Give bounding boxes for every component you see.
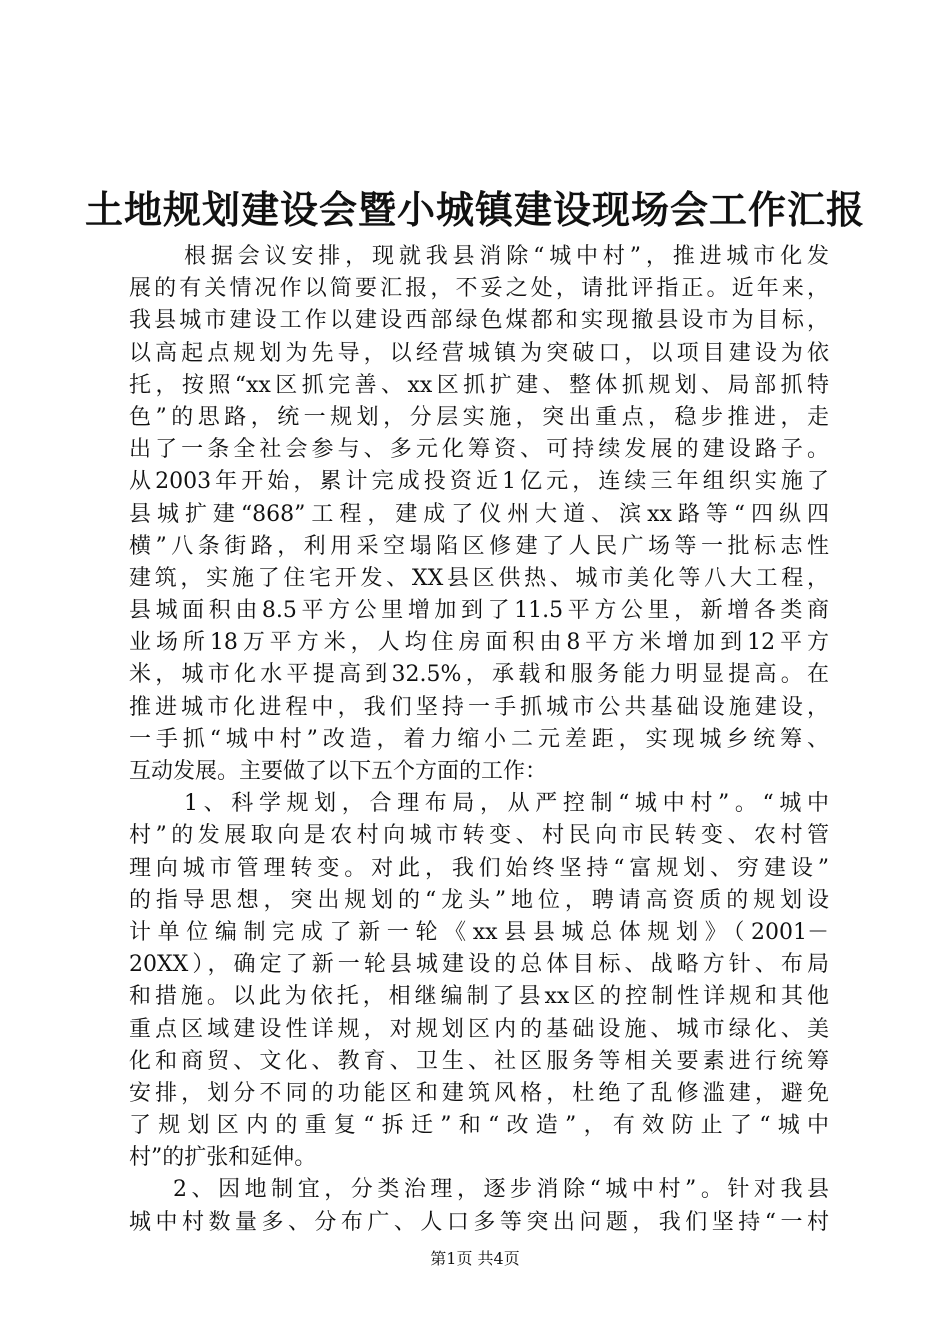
- paragraph-line: 2、因地制宜，分类治理，逐步消除“城中村”。针对我县: [173, 1177, 829, 1203]
- paragraph-line: 色”的思路，统一规划，分层实施，突出重点，稳步推进，走: [129, 404, 829, 430]
- paragraph-line: 和措施。以此为依托，相继编制了县xx区的控制性详规和其他: [129, 984, 829, 1010]
- paragraph-line: 出了一条全社会参与、多元化筹资、可持续发展的建设路子。: [129, 437, 829, 463]
- paragraph-line: 化和商贸、文化、教育、卫生、社区服务等相关要素进行统筹: [129, 1048, 829, 1074]
- paragraph-line: 建筑，实施了住宅开发、XX县区供热、城市美化等八大工程，: [129, 565, 829, 591]
- paragraph-line: 计单位编制完成了新一轮《xx县县城总体规划》（2001－: [129, 919, 829, 945]
- page-number: 第1页 共4页: [430, 1249, 520, 1268]
- paragraph-line: 从2003年开始，累计完成投资近1亿元，连续三年组织实施了: [129, 469, 829, 495]
- paragraph-line: 我县城市建设工作以建设西部绿色煤都和实现撤县设市为目标，: [129, 308, 829, 334]
- paragraph-line: 20XX），确定了新一轮县城建设的总体目标、战略方针、布局: [129, 952, 829, 978]
- paragraph-line: 理向城市管理转变。对此，我们始终坚持“富规划、穷建设”: [129, 855, 829, 881]
- paragraph-line: 根据会议安排，现就我县消除“城中村”，推进城市化发: [184, 244, 829, 269]
- paragraph-line: 重点区域建设性详规，对规划区内的基础设施、城市绿化、美: [129, 1016, 829, 1042]
- paragraph-line: 互动发展。主要做了以下五个方面的工作：: [129, 759, 548, 784]
- paragraph-line: 城中村数量多、分布广、人口多等突出问题，我们坚持“一村: [129, 1209, 829, 1235]
- paragraph-line: 推进城市化进程中，我们坚持一手抓城市公共基础设施建设，: [129, 694, 829, 720]
- paragraph-line: 安排，划分不同的功能区和建筑风格，杜绝了乱修滥建，避免: [129, 1080, 829, 1106]
- paragraph-line: 了规划区内的重复“拆迁”和“改造”，有效防止了“城中: [129, 1113, 829, 1139]
- paragraph-line: 横”八条街路，利用采空塌陷区修建了人民广场等一批标志性: [129, 533, 829, 559]
- paragraph-line: 一手抓“城中村”改造，着力缩小二元差距，实现城乡统筹、: [129, 726, 829, 752]
- paragraph-line: 展的有关情况作以简要汇报，不妥之处，请批评指正。近年来，: [129, 276, 829, 302]
- paragraph-line: 村”的扩张和延伸。: [129, 1145, 317, 1171]
- paragraph-line: 1、科学规划，合理布局，从严控制“城中村”。“城中: [184, 791, 829, 817]
- paragraph-line: 托，按照“xx区抓完善、xx区抓扩建、整体抓规划、局部抓特: [129, 372, 829, 398]
- paragraph-line: 村”的发展取向是农村向城市转变、村民向市民转变、农村管: [129, 823, 829, 849]
- paragraph-line: 的指导思想，突出规划的“龙头”地位，聘请高资质的规划设: [129, 887, 829, 913]
- paragraph-line: 以高起点规划为先导，以经营城镇为突破口，以项目建设为依: [129, 340, 829, 366]
- paragraph-line: 县城扩建“868”工程，建成了仪州大道、滨xx路等“四纵四: [129, 501, 829, 527]
- paragraph-line: 业场所18万平方米，人均住房面积由8平方米增加到12平方: [129, 630, 829, 656]
- paragraph-line: 米，城市化水平提高到32.5%，承载和服务能力明显提高。在: [129, 662, 829, 688]
- document-title: 土地规划建设会暨小城镇建设现场会工作汇报: [84, 187, 865, 232]
- paragraph-line: 县城面积由8.5平方公里增加到了11.5平方公里，新增各类商: [129, 598, 829, 624]
- document-body: [129, 241, 829, 1239]
